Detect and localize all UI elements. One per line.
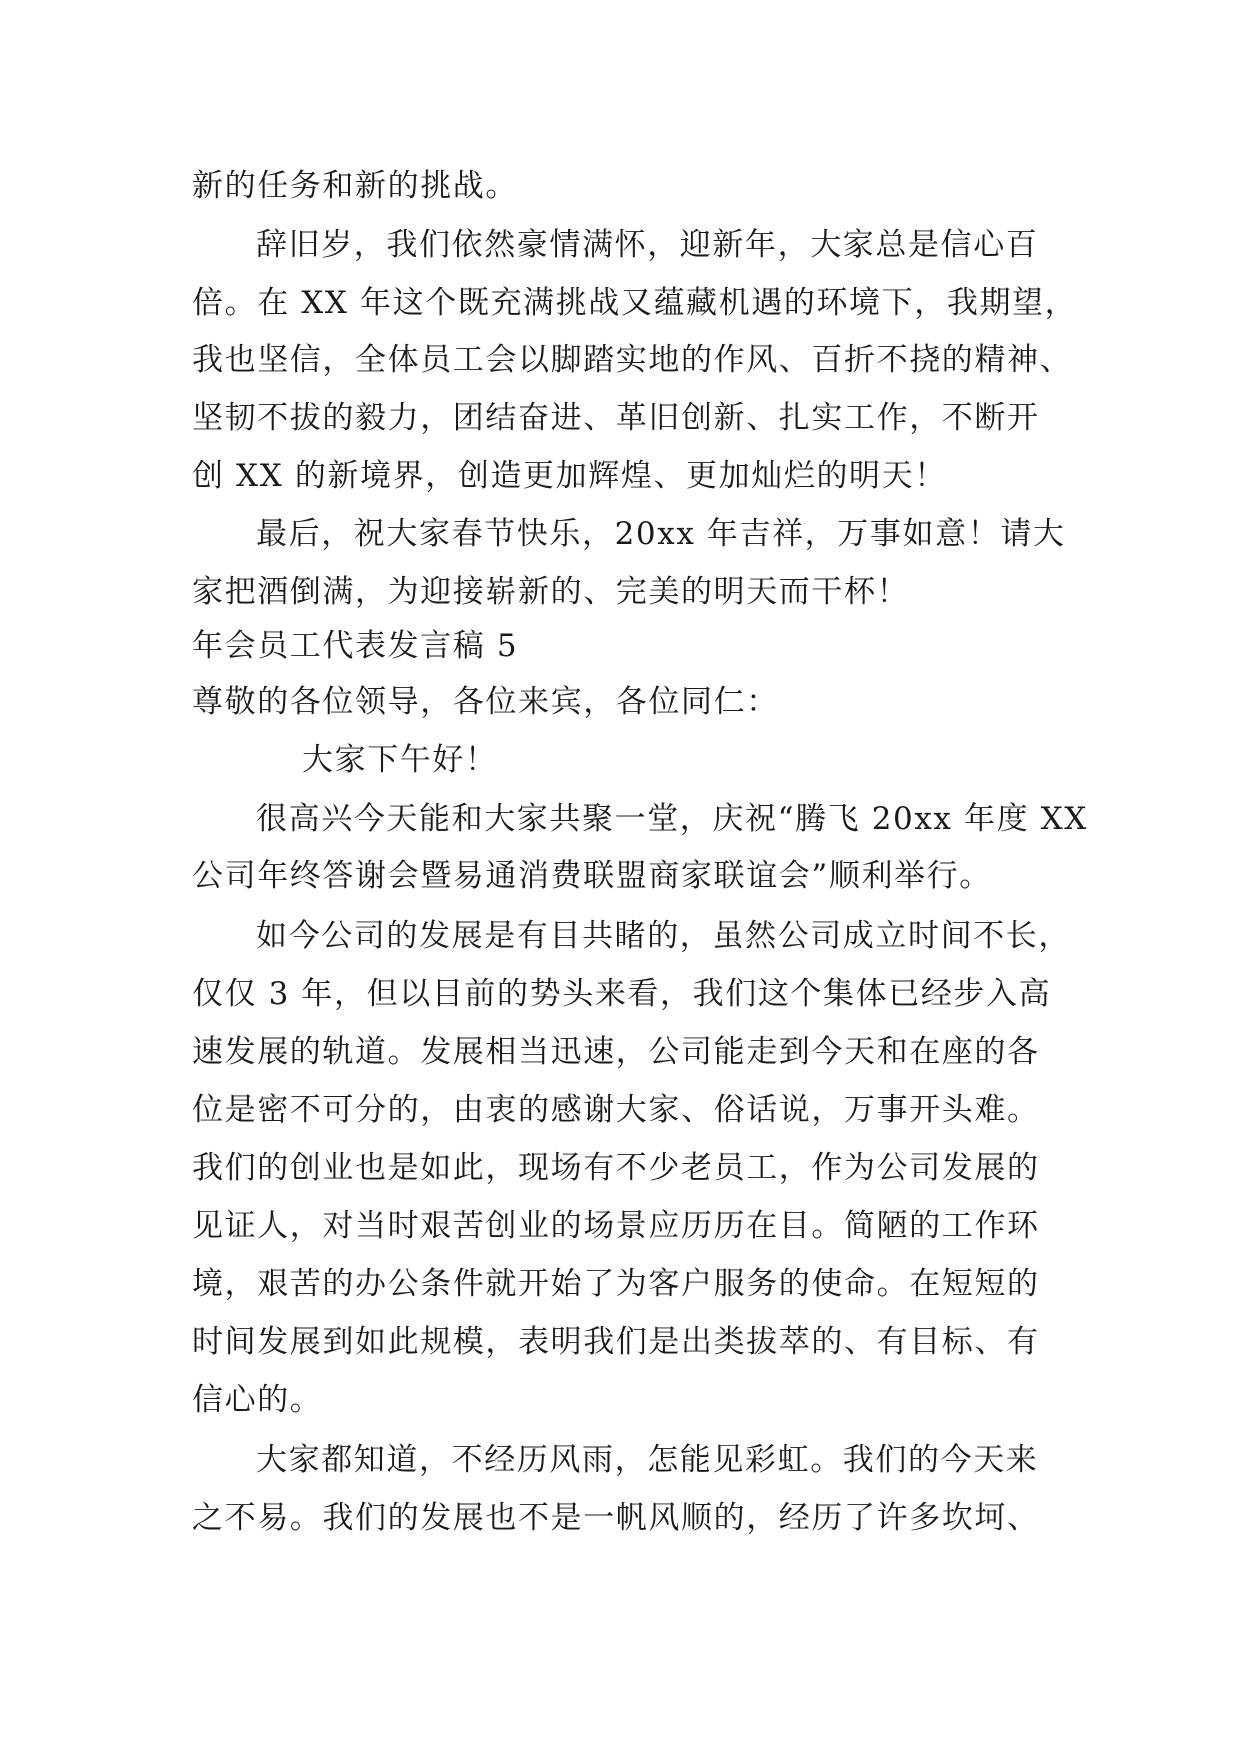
paragraph-start: 辞旧岁，我们依然豪情满怀，迎新年，大家总是信心百 [256, 227, 1039, 263]
text-line: 速发展的轨道。发展相当迅速，公司能走到今天和在座的各 [192, 1034, 1040, 1070]
text-line: 仅仅 3 年，但以目前的势头来看，我们这个集体已经步入高 [192, 976, 1052, 1012]
text-line: 家把酒倒满，为迎接崭新的、完美的明天而干杯！ [192, 574, 910, 610]
text-line: 倍。在 XX 年这个既充满挑战又蕴藏机遇的环境下，我期望， [192, 285, 1078, 321]
text-line: 信心的。 [192, 1382, 323, 1418]
text-line: 我们的创业也是如此，现场有不少老员工，作为公司发展的 [192, 1150, 1040, 1186]
text-line: 新的任务和新的挑战。 [192, 168, 518, 204]
text-line: 坚韧不拔的毅力，团结奋进、革旧创新、扎实工作，不断开 [192, 400, 1040, 436]
paragraph-start: 如今公司的发展是有目共睹的，虽然公司成立时间不长， [256, 918, 1071, 954]
paragraph-start: 最后，祝大家春节快乐，20xx 年吉祥，万事如意！请大 [256, 516, 1066, 552]
text-line: 我也坚信，全体员工会以脚踏实地的作风、百折不挠的精神、 [192, 342, 1073, 378]
salutation: 尊敬的各位领导，各位来宾，各位同仁： [192, 684, 779, 720]
text-line: 公司年终答谢会暨易通消费联盟商家联谊会”顺利举行。 [192, 858, 992, 894]
text-line: 时间发展到如此规模，表明我们是出类拔萃的、有目标、有 [192, 1324, 1040, 1360]
greeting: 大家下午好！ [302, 742, 498, 778]
text-line: 位是密不可分的，由衷的感谢大家、俗话说，万事开头难。 [192, 1092, 1040, 1128]
paragraph-start: 大家都知道，不经历风雨，怎能见彩虹。我们的今天来 [256, 1442, 1039, 1478]
text-line: 境，艰苦的办公条件就开始了为客户服务的使命。在短短的 [192, 1266, 1040, 1302]
paragraph-start: 很高兴今天能和大家共聚一堂，庆祝“腾飞 20xx 年度 XX [256, 801, 1088, 837]
text-line: 创 XX 的新境界，创造更加辉煌、更加灿烂的明天！ [192, 458, 947, 494]
section-heading: 年会员工代表发言稿 5 [192, 628, 519, 664]
text-line: 见证人，对当时艰苦创业的场景应历历在目。简陋的工作环 [192, 1208, 1040, 1244]
text-line: 之不易。我们的发展也不是一帆风顺的，经历了许多坎坷、 [192, 1500, 1040, 1536]
